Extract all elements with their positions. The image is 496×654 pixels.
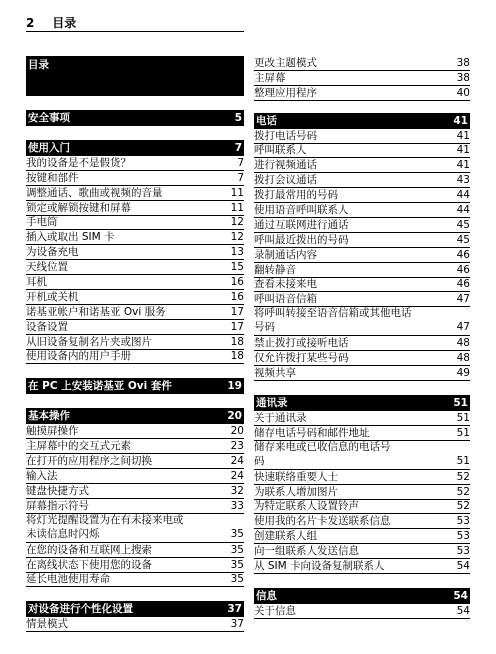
toc-entry-page: 24 — [230, 470, 244, 483]
toc-entry[interactable] — [26, 230, 244, 245]
toc-entry-page: 38 — [456, 71, 470, 84]
toc-list — [254, 336, 470, 381]
toc-entry[interactable] — [26, 424, 244, 439]
toc-entry-title: 触摸屏操作 — [26, 425, 79, 438]
toc-entry-title: 使用语音呼叫联系人 — [254, 204, 349, 217]
toc-entry[interactable] — [254, 604, 470, 619]
toc-entry-page: 23 — [230, 440, 244, 453]
toc-entry-page: 18 — [230, 335, 244, 348]
toc-entry[interactable] — [254, 336, 470, 351]
toc-entry-page: 53 — [456, 530, 470, 543]
toc-entry-title: 更改主题模式 — [254, 56, 317, 69]
toc-entry-page: 52 — [456, 500, 470, 513]
toc-entry-page: 51 — [456, 454, 470, 467]
toc-entry-title: 为设备充电 — [26, 246, 79, 259]
toc-entry-page: 45 — [456, 218, 470, 231]
toc-entry-title: 使用设备内的用户手册 — [26, 350, 131, 363]
section-safety[interactable] — [26, 110, 244, 126]
toc-entry-title: 快速联络重要人士 — [254, 470, 338, 483]
toc-entry[interactable] — [254, 411, 470, 426]
section-page: 20 — [227, 410, 242, 423]
section-label: 电话 — [256, 114, 277, 127]
toc-entry-page: 40 — [456, 86, 470, 99]
toc-entry-page: 24 — [230, 455, 244, 468]
toc-entry-line1: 将呼叫转接至语音信箱或其他电话 — [254, 307, 412, 320]
section-getting-started[interactable] — [26, 140, 244, 156]
toc-title: 目录 — [28, 59, 49, 71]
toc-entry-title: 调整通话、歌曲或视频的音量 — [26, 186, 163, 199]
toc-entry[interactable] — [254, 529, 470, 544]
toc-entry-title: 键盘快捷方式 — [26, 484, 89, 497]
toc-entry[interactable] — [254, 441, 470, 470]
toc-entry[interactable] — [26, 514, 244, 543]
toc-entry[interactable] — [254, 173, 470, 188]
toc-entry-title: 在离线状态下使用您的设备 — [26, 558, 152, 571]
toc-entry[interactable] — [26, 171, 244, 186]
page-title: 目录 — [52, 16, 77, 30]
toc-entry-page: 35 — [230, 573, 244, 586]
toc-entry-page: 16 — [230, 276, 244, 289]
toc-entry[interactable] — [254, 56, 470, 71]
toc-entry[interactable] — [26, 216, 244, 231]
toc-entry-title: 在您的设备和互联网上搜索 — [26, 543, 152, 556]
toc-entry-title: 输入法 — [26, 470, 58, 483]
toc-entry-page: 51 — [456, 411, 470, 424]
toc-entry-page: 38 — [456, 56, 470, 69]
toc-entry-title: 整理应用程序 — [254, 86, 317, 99]
page-header — [26, 16, 244, 32]
toc-entry-page: 52 — [456, 470, 470, 483]
toc-entry-page: 47 — [456, 293, 470, 306]
toc-entry-page: 17 — [230, 320, 244, 333]
toc-entry[interactable] — [254, 292, 470, 307]
section-page: 37 — [227, 603, 242, 616]
section-page: 5 — [234, 112, 242, 124]
toc-entry-title: 主屏幕中的交互式元素 — [26, 440, 131, 453]
toc-entry-title: 开机或关机 — [26, 290, 79, 303]
toc-entry-page: 11 — [230, 186, 244, 199]
toc-entry[interactable] — [26, 454, 244, 469]
toc-entry-title: 诺基亚帐户和诺基亚 Ovi 服务 — [26, 305, 166, 318]
toc-entry[interactable] — [254, 203, 470, 218]
toc-entry-page: 47 — [456, 321, 470, 334]
toc-entry-page: 13 — [230, 246, 244, 259]
toc-entry[interactable] — [254, 514, 470, 529]
toc-entry[interactable] — [254, 158, 470, 173]
toc-entry-title: 从旧设备复制名片夹或图片 — [26, 335, 152, 348]
toc-entry-page: 33 — [230, 499, 244, 512]
toc-entry-page: 12 — [230, 231, 244, 244]
section-label: 使用入门 — [28, 142, 70, 154]
toc-entry-page: 43 — [456, 174, 470, 187]
toc-entry-title: 按键和部件 — [26, 171, 79, 184]
toc-entry-page: 51 — [456, 426, 470, 439]
toc-entry[interactable] — [26, 335, 244, 350]
toc-entry-page: 45 — [456, 233, 470, 246]
toc-list — [254, 604, 470, 619]
toc-entry-title: 使用我的名片卡发送联系信息 — [254, 515, 391, 528]
toc-entry-page: 35 — [230, 558, 244, 571]
toc-entry-page: 46 — [456, 248, 470, 261]
toc-entry-line2: 码 — [254, 454, 265, 467]
toc-entry[interactable] — [254, 544, 470, 559]
toc-entry[interactable] — [254, 263, 470, 278]
toc-entry-page: 54 — [456, 560, 470, 573]
toc-entry-page: 53 — [456, 515, 470, 528]
toc-entry-title: 屏幕指示符号 — [26, 499, 89, 512]
section-page: 51 — [453, 397, 468, 410]
toc-entry[interactable] — [254, 351, 470, 366]
toc-entry[interactable] — [26, 201, 244, 216]
section-label: 在 PC 上安装诺基亚 Ovi 套件 — [28, 380, 172, 393]
toc-entry-page: 46 — [456, 278, 470, 291]
toc-entry[interactable] — [254, 278, 470, 293]
toc-entry-title: 插入或取出 SIM 卡 — [26, 231, 115, 244]
toc-entry[interactable] — [26, 275, 244, 290]
toc-entry-page: 7 — [237, 156, 244, 169]
toc-entry-page: 44 — [456, 189, 470, 202]
section-basic[interactable] — [26, 408, 244, 424]
toc-entry-title: 创建联系人组 — [254, 530, 317, 543]
toc-entry-page: 41 — [456, 159, 470, 172]
toc-entry-title: 天线位置 — [26, 261, 68, 274]
toc-entry-title: 锁定或解锁按键和屏幕 — [26, 201, 131, 214]
toc-entry-title: 拨打电话号码 — [254, 129, 317, 142]
section-contacts[interactable] — [254, 395, 470, 411]
toc-entry-title: 录制通话内容 — [254, 248, 317, 261]
toc-entry-title: 为特定联系人设置铃声 — [254, 500, 359, 513]
toc-entry-title: 通过互联网进行通话 — [254, 218, 349, 231]
toc-entry-line2: 未读信息时闪烁 — [26, 527, 100, 540]
section-page: 19 — [227, 380, 242, 393]
toc-entry-title: 关于信息 — [254, 604, 296, 617]
toc-entry[interactable] — [26, 290, 244, 305]
toc-entry-title: 从 SIM 卡向设备复制联系人 — [254, 560, 385, 573]
toc-entry[interactable] — [26, 260, 244, 275]
section-phone[interactable] — [254, 113, 470, 129]
toc-list — [254, 129, 470, 308]
toc-entry-line1: 储存来电或已收信息的电话号 — [254, 440, 391, 453]
section-install-suite[interactable] — [26, 378, 244, 394]
toc-entry-page: 17 — [230, 305, 244, 318]
toc-entry-page: 46 — [456, 263, 470, 276]
toc-entry[interactable] — [254, 86, 470, 101]
toc-entry-page: 37 — [230, 618, 244, 631]
toc-entry[interactable] — [26, 469, 244, 484]
toc-entry-title: 仅允许拨打某些号码 — [254, 352, 349, 365]
toc-entry[interactable] — [254, 366, 470, 381]
toc-list — [26, 543, 244, 588]
toc-entry[interactable] — [254, 71, 470, 86]
toc-entry-title: 视频共享 — [254, 367, 296, 380]
section-messages[interactable] — [254, 588, 470, 604]
toc-entry[interactable] — [26, 484, 244, 499]
toc-entry[interactable] — [26, 439, 244, 454]
toc-entry[interactable] — [26, 558, 244, 573]
toc-entry-page: 48 — [456, 352, 470, 365]
toc-entry-page: 32 — [230, 484, 244, 497]
toc-entry[interactable] — [254, 129, 470, 144]
toc-entry-title: 进行视频通话 — [254, 159, 317, 172]
toc-entry-title: 为联系人增加图片 — [254, 485, 338, 498]
toc-entry[interactable] — [254, 485, 470, 500]
toc-entry[interactable] — [26, 617, 244, 632]
toc-entry[interactable] — [26, 350, 244, 365]
toc-entry[interactable] — [254, 307, 470, 336]
toc-list — [26, 424, 244, 513]
toc-entry-page: 35 — [230, 543, 244, 556]
toc-entry-page: 52 — [456, 485, 470, 498]
toc-entry-page: 20 — [230, 425, 244, 438]
toc-entry[interactable] — [26, 499, 244, 514]
toc-entry-page: 49 — [456, 367, 470, 380]
toc-entry-page: 41 — [456, 129, 470, 142]
toc-entry[interactable] — [254, 426, 470, 441]
toc-entry-title: 情景模式 — [26, 618, 68, 631]
section-page: 7 — [234, 142, 242, 154]
toc-entry-title: 呼叫最近拨出的号码 — [254, 233, 349, 246]
section-personalize[interactable] — [26, 601, 244, 617]
toc-list — [254, 411, 470, 441]
toc-title-banner — [26, 56, 244, 96]
toc-entry[interactable] — [254, 470, 470, 485]
page-number: 2 — [26, 16, 35, 30]
toc-entry-page: 16 — [230, 290, 244, 303]
toc-list — [254, 470, 470, 574]
toc-entry-title: 禁止拨打或接听电话 — [254, 337, 349, 350]
section-page: 41 — [453, 114, 468, 127]
toc-entry-title: 主屏幕 — [254, 71, 286, 84]
toc-entry-title: 拨打最常用的号码 — [254, 189, 338, 202]
toc-entry-title: 储存电话号码和邮件地址 — [254, 426, 370, 439]
toc-entry-page: 41 — [456, 144, 470, 157]
toc-entry-title: 翻转静音 — [254, 263, 296, 276]
toc-entry[interactable] — [254, 248, 470, 263]
toc-entry-page: 11 — [230, 201, 244, 214]
section-label: 安全事项 — [28, 112, 70, 124]
toc-right-column — [254, 56, 470, 619]
section-page: 54 — [453, 590, 468, 603]
toc-entry[interactable] — [26, 186, 244, 201]
toc-entry[interactable] — [254, 144, 470, 159]
toc-entry-title: 呼叫语音信箱 — [254, 293, 317, 306]
section-label: 信息 — [256, 590, 277, 603]
toc-entry-title: 耳机 — [26, 276, 47, 289]
toc-entry-title: 拨打会议通话 — [254, 174, 317, 187]
toc-entry-title: 查看未接来电 — [254, 278, 317, 291]
toc-entry-page: 7 — [237, 171, 244, 184]
toc-list — [26, 156, 244, 364]
toc-entry[interactable] — [254, 500, 470, 515]
toc-entry[interactable] — [254, 218, 470, 233]
toc-entry-title: 我的设备是不是假货？ — [26, 156, 131, 169]
toc-list — [26, 617, 244, 632]
toc-entry[interactable] — [26, 156, 244, 171]
toc-entry-title: 呼叫联系人 — [254, 144, 307, 157]
toc-entry-title: 向一组联系人发送信息 — [254, 545, 359, 558]
toc-left-column — [26, 56, 244, 632]
toc-entry-page: 15 — [230, 261, 244, 274]
toc-entry[interactable] — [26, 320, 244, 335]
section-label: 通讯录 — [256, 397, 288, 410]
toc-entry-title: 关于通讯录 — [254, 411, 307, 424]
toc-entry-page: 54 — [456, 604, 470, 617]
toc-list — [254, 56, 470, 101]
toc-entry-line2: 号码 — [254, 321, 275, 334]
toc-entry[interactable] — [26, 245, 244, 260]
toc-entry-page: 18 — [230, 350, 244, 363]
toc-entry-page: 48 — [456, 337, 470, 350]
toc-entry-title: 设备设置 — [26, 320, 68, 333]
toc-entry-page: 12 — [230, 216, 244, 229]
section-label: 对设备进行个性化设置 — [28, 603, 133, 616]
toc-entry-page: 35 — [230, 527, 244, 540]
toc-entry-title: 在打开的应用程序之间切换 — [26, 455, 152, 468]
toc-entry[interactable] — [254, 559, 470, 574]
toc-entry[interactable] — [254, 188, 470, 203]
toc-entry-line1: 将灯光提醒设置为在有未接来电或 — [26, 513, 184, 526]
toc-entry-title: 延长电池使用寿命 — [26, 573, 110, 586]
toc-entry-page: 44 — [456, 204, 470, 217]
toc-entry-page: 53 — [456, 545, 470, 558]
toc-entry-title: 手电筒 — [26, 216, 58, 229]
section-label: 基本操作 — [28, 410, 70, 423]
toc-entry[interactable] — [254, 233, 470, 248]
toc-entry[interactable] — [26, 573, 244, 588]
toc-entry[interactable] — [26, 305, 244, 320]
toc-entry[interactable] — [26, 543, 244, 558]
